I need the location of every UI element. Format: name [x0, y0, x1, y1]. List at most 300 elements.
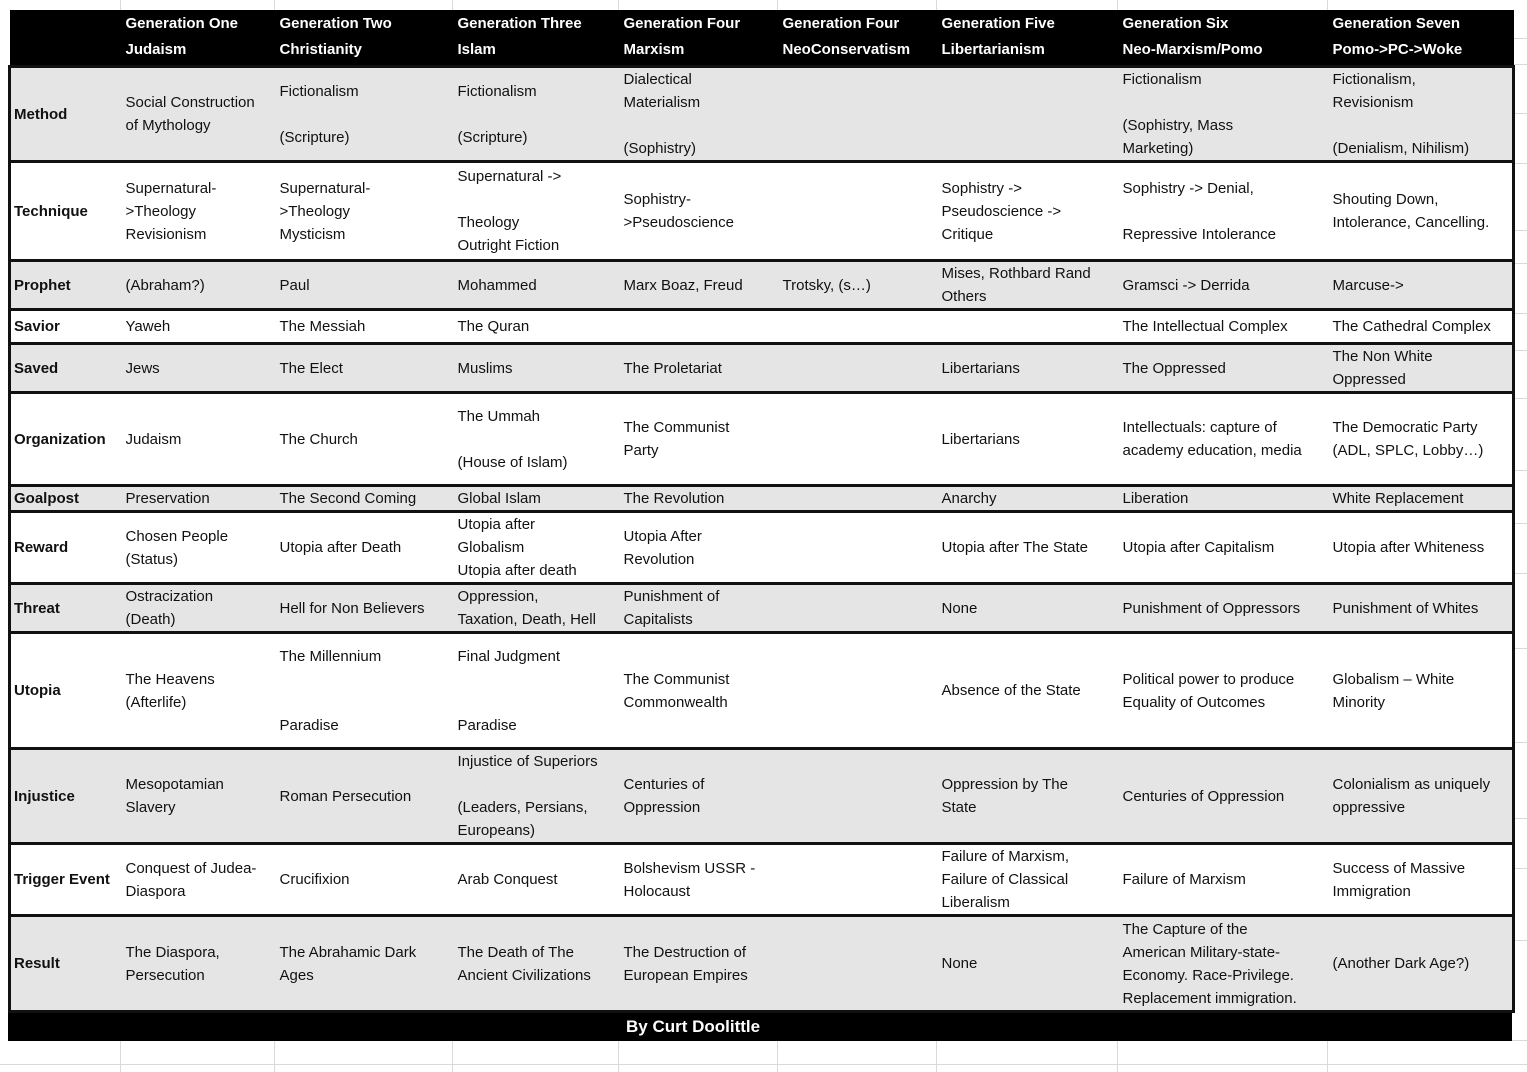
cell-text-line: (Denialism, Nihilism)	[1332, 140, 1470, 157]
table-cell	[778, 584, 937, 633]
cell-text-line: Fictionalism	[279, 82, 359, 100]
cell-text-line: The Heavens	[125, 670, 215, 688]
cell-text-line: Capitalists	[623, 611, 693, 628]
cell-text-line: Libertarians	[941, 359, 1020, 377]
cell-text-line: Roman Persecution	[279, 787, 412, 805]
table-cell	[1118, 67, 1328, 162]
cell-text-line: Paradise	[279, 716, 339, 734]
cell-spacer	[1333, 114, 1509, 137]
table-cell	[937, 486, 1118, 512]
cell-text-line: The Oppressed	[1122, 359, 1226, 377]
cell-spacer	[280, 691, 449, 714]
row-label: Saved	[10, 344, 121, 393]
cell-text-line: Revisionism	[125, 225, 207, 243]
table-cell	[1118, 393, 1328, 486]
column-header-line1: Generation Two	[279, 15, 392, 32]
column-header-line2: NeoConservatism	[782, 41, 911, 58]
cell-text-line: State	[941, 799, 977, 816]
cell-text-line: Failure of Classical	[941, 871, 1069, 888]
cell-text-line: Diaspora	[125, 882, 186, 900]
table-row	[10, 310, 1514, 344]
cell-text-line: (Abraham?)	[125, 276, 205, 294]
cell-text-line: (Status)	[125, 550, 179, 568]
cell-text-line: Outright Fiction	[457, 237, 560, 254]
cell-text-line: Others	[941, 288, 987, 305]
table-cell	[121, 749, 275, 844]
table-cell	[453, 512, 619, 584]
cell-text-line: The Capture of the	[1122, 920, 1248, 938]
cell-text-line: Slavery	[125, 799, 176, 816]
table-cell	[275, 844, 453, 916]
cell-text-line: Liberation	[1122, 490, 1189, 507]
cell-text-line: (ADL, SPLC, Lobby…)	[1332, 442, 1484, 459]
table-row	[10, 512, 1514, 584]
table-row	[10, 749, 1514, 844]
table-cell	[937, 844, 1118, 916]
table-row	[10, 844, 1514, 916]
row-label: Savior	[10, 310, 121, 344]
table-cell	[453, 749, 619, 844]
table-cell	[275, 310, 453, 344]
column-header	[1118, 10, 1328, 67]
table-cell	[121, 310, 275, 344]
table-cell	[121, 261, 275, 310]
table-cell	[937, 261, 1118, 310]
table-cell	[121, 162, 275, 261]
cell-spacer	[458, 188, 615, 211]
table-cell	[1328, 486, 1514, 512]
comparison-table-container	[8, 10, 1512, 1041]
table-cell	[453, 261, 619, 310]
table-cell	[1118, 633, 1328, 749]
row-label: Threat	[10, 584, 121, 633]
cell-spacer	[1123, 200, 1324, 223]
cell-text-line: Supernatural ->	[457, 168, 562, 185]
table-cell	[121, 344, 275, 393]
table-cell	[1328, 844, 1514, 916]
table-cell	[1328, 633, 1514, 749]
table-cell	[453, 162, 619, 261]
cell-text-line: Absence of the State	[941, 682, 1081, 699]
column-header-line2: Islam	[457, 41, 496, 58]
cell-text-line: Oppression	[623, 799, 701, 816]
table-cell	[1328, 749, 1514, 844]
cell-text-line: academy education, media	[1122, 442, 1302, 459]
table-cell	[275, 633, 453, 749]
cell-text-line: Hell for Non Believers	[279, 599, 425, 617]
cell-text-line: Judaism	[125, 430, 182, 448]
cell-text-line: Sophistry-	[623, 191, 692, 208]
row-label: Result	[10, 916, 121, 1012]
cell-text-line: (Sophistry)	[623, 140, 697, 157]
cell-text-line: Europeans)	[457, 822, 536, 839]
table-row	[10, 486, 1514, 512]
table-cell	[1118, 584, 1328, 633]
column-header-line1: Generation Five	[941, 15, 1055, 32]
cell-text-line: Social Construction	[125, 94, 255, 111]
cell-text-line: Centuries of Oppression	[1122, 787, 1285, 805]
cell-text-line: Sophistry -> Denial,	[1122, 179, 1254, 197]
table-cell	[1328, 916, 1514, 1012]
table-cell	[619, 486, 778, 512]
cell-text-line: Ages	[279, 966, 314, 984]
cell-text-line: Failure of Marxism	[1122, 871, 1246, 888]
cell-text-line: Sophistry ->	[941, 179, 1022, 197]
column-header-line1: Generation Four	[782, 15, 900, 32]
column-header-line2: Libertarianism	[941, 41, 1045, 58]
cell-text-line: Replacement immigration.	[1122, 989, 1297, 1007]
cell-text-line: The Revolution	[623, 490, 725, 507]
cell-text-line: European Empires	[623, 966, 748, 984]
cell-text-line: The Church	[279, 430, 358, 448]
column-header-line2: Pomo->PC->Woke	[1332, 41, 1463, 58]
row-label: Technique	[10, 162, 121, 261]
cell-text-line: Crucifixion	[279, 871, 350, 888]
cell-text-line: Conquest of Judea-	[125, 859, 257, 877]
cell-text-line: Fictionalism	[1122, 71, 1202, 88]
cell-text-line: Economy. Race-Privilege.	[1122, 966, 1294, 984]
table-cell	[778, 344, 937, 393]
cell-text-line: Mysticism	[279, 225, 346, 243]
table-cell	[453, 67, 619, 162]
table-cell	[778, 67, 937, 162]
cell-text-line: Utopia after Capitalism	[1122, 539, 1275, 556]
cell-text-line: Trotsky, (s…)	[782, 276, 871, 294]
cell-text-line: Immigration	[1332, 882, 1411, 900]
cell-text-line: Mohammed	[457, 276, 537, 294]
cell-text-line: Utopia after Death	[279, 539, 402, 556]
table-cell	[1328, 261, 1514, 310]
table-cell	[453, 486, 619, 512]
table-cell	[121, 67, 275, 162]
table-cell	[275, 344, 453, 393]
cell-text-line: Revolution	[623, 550, 695, 568]
cell-text-line: Supernatural-	[279, 179, 371, 197]
table-cell	[1328, 512, 1514, 584]
table-cell	[275, 486, 453, 512]
cell-text-line: Utopia after	[457, 516, 536, 533]
table-cell	[619, 512, 778, 584]
cell-text-line: The Quran	[457, 318, 530, 335]
cell-text-line: Commonwealth	[623, 693, 728, 711]
table-cell	[778, 749, 937, 844]
cell-text-line: Oppression,	[457, 588, 539, 605]
table-cell	[1328, 393, 1514, 486]
row-label: Reward	[10, 512, 121, 584]
cell-text-line: Punishment of Whites	[1332, 599, 1479, 617]
table-cell	[1328, 162, 1514, 261]
cell-text-line: Marcuse->	[1332, 276, 1404, 294]
cell-text-line: The Diaspora,	[125, 943, 220, 961]
cell-spacer	[458, 668, 615, 691]
cell-text-line: Bolshevism USSR -	[623, 859, 756, 877]
table-cell	[275, 393, 453, 486]
cell-text-line: Marx Boaz, Freud	[623, 276, 743, 294]
table-cell	[937, 916, 1118, 1012]
cell-text-line: The Communist	[623, 670, 730, 688]
table-cell	[1118, 749, 1328, 844]
column-header	[121, 10, 275, 67]
cell-text-line: Shouting Down,	[1332, 191, 1439, 208]
cell-text-line: Marketing)	[1122, 140, 1194, 157]
row-label: Trigger Event	[10, 844, 121, 916]
cell-text-line: The Death of The	[457, 943, 574, 961]
cell-text-line: Utopia after death	[457, 562, 577, 579]
header-corner-cell	[10, 10, 121, 67]
table-cell	[121, 916, 275, 1012]
cell-text-line: (Scripture)	[279, 128, 350, 146]
table-cell	[453, 393, 619, 486]
cell-text-line: Chosen People	[125, 527, 229, 545]
table-cell	[1328, 344, 1514, 393]
table-cell	[937, 512, 1118, 584]
cell-text-line: The Communist	[623, 419, 730, 436]
cell-text-line: Party	[623, 442, 659, 459]
cell-text-line: Fictionalism,	[1332, 71, 1416, 88]
cell-text-line: The Ummah	[457, 407, 541, 425]
cell-text-line: Success of Massive	[1332, 859, 1466, 877]
cell-text-line: Global Islam	[457, 490, 541, 507]
column-header	[453, 10, 619, 67]
cell-text-line: Mises, Rothbard Rand	[941, 265, 1091, 282]
table-cell	[778, 162, 937, 261]
cell-text-line: The Destruction of	[623, 943, 747, 961]
cell-text-line: Supernatural-	[125, 179, 217, 197]
table-cell	[121, 584, 275, 633]
table-cell	[937, 633, 1118, 749]
cell-text-line: Revisionism	[1332, 94, 1414, 111]
cell-text-line: The Millennium	[279, 647, 382, 665]
cell-text-line: Taxation, Death, Hell	[457, 611, 596, 628]
cell-text-line: Intolerance, Cancelling.	[1332, 214, 1490, 231]
table-cell	[937, 344, 1118, 393]
column-header-line2: Judaism	[125, 41, 187, 58]
table-cell	[778, 261, 937, 310]
cell-text-line: The Cathedral Complex	[1332, 318, 1491, 335]
cell-spacer	[458, 691, 615, 714]
cell-text-line: Gramsci -> Derrida	[1122, 276, 1250, 294]
table-cell	[619, 67, 778, 162]
cell-text-line: Repressive Intolerance	[1122, 225, 1276, 243]
header-row	[10, 10, 1514, 67]
table-cell	[619, 633, 778, 749]
column-header	[937, 10, 1118, 67]
table-cell	[121, 844, 275, 916]
cell-text-line: >Theology	[125, 202, 196, 220]
cell-spacer	[280, 668, 449, 691]
table-row	[10, 261, 1514, 310]
cell-text-line: Oppressed	[1332, 371, 1406, 388]
column-header-line1: Generation Seven	[1332, 15, 1461, 32]
cell-text-line: (Another Dark Age?)	[1332, 955, 1470, 972]
cell-text-line: Liberalism	[941, 894, 1010, 911]
table-cell	[275, 67, 453, 162]
table-cell	[619, 749, 778, 844]
cell-text-line: Utopia after The State	[941, 539, 1088, 556]
table-cell	[937, 749, 1118, 844]
table-cell	[778, 486, 937, 512]
cell-text-line: The Abrahamic Dark	[279, 943, 417, 961]
cell-text-line: >Theology	[279, 202, 350, 220]
cell-text-line: Utopia After	[623, 527, 702, 545]
cell-text-line: Paradise	[457, 716, 517, 734]
cell-text-line: The Non White	[1332, 348, 1433, 365]
table-cell	[275, 512, 453, 584]
table-cell	[1118, 261, 1328, 310]
table-cell	[1118, 916, 1328, 1012]
table-cell	[778, 844, 937, 916]
cell-text-line: (Afterlife)	[125, 693, 187, 711]
table-cell	[275, 584, 453, 633]
table-cell	[619, 584, 778, 633]
cell-text-line: Ostracization	[125, 588, 214, 605]
row-label: Prophet	[10, 261, 121, 310]
table-cell	[121, 393, 275, 486]
footer-bar	[8, 1013, 1512, 1041]
column-header-line2: Neo-Marxism/Pomo	[1122, 41, 1263, 58]
cell-text-line: >Pseudoscience	[623, 214, 734, 231]
cell-text-line: Mesopotamian	[125, 776, 224, 793]
table-cell	[1118, 344, 1328, 393]
cell-text-line: Pseudoscience ->	[941, 202, 1062, 220]
cell-text-line: None	[941, 599, 978, 617]
cell-text-line: Fictionalism	[457, 82, 537, 100]
column-header-line2: Marxism	[623, 41, 685, 58]
cell-text-line: Failure of Marxism,	[941, 848, 1070, 865]
table-cell	[1118, 512, 1328, 584]
table-cell	[1328, 584, 1514, 633]
cell-text-line: Critique	[941, 225, 994, 243]
table-cell	[778, 633, 937, 749]
cell-text-line: Jews	[125, 359, 160, 377]
column-header-line2: Christianity	[279, 41, 363, 58]
cell-spacer	[458, 773, 615, 796]
table-cell	[1118, 162, 1328, 261]
column-header-line1: Generation Six	[1122, 15, 1229, 32]
table-cell	[619, 916, 778, 1012]
cell-text-line: (Sophistry, Mass	[1122, 117, 1234, 134]
cell-text-line: None	[941, 955, 978, 972]
cell-text-line: Punishment of	[623, 588, 720, 605]
grid-line	[0, 1064, 1527, 1065]
table-cell	[453, 584, 619, 633]
column-header-line1: Generation Three	[457, 15, 582, 32]
row-label: Method	[10, 67, 121, 162]
cell-text-line: Intellectuals: capture of	[1122, 419, 1277, 436]
author-credit: By Curt Doolittle	[626, 1017, 761, 1036]
column-header	[619, 10, 778, 67]
cell-text-line: Libertarians	[941, 430, 1020, 448]
cell-text-line: Centuries of	[623, 776, 705, 793]
table-cell	[1328, 310, 1514, 344]
cell-spacer	[458, 103, 615, 126]
table-row	[10, 633, 1514, 749]
table-cell	[778, 393, 937, 486]
table-cell	[937, 67, 1118, 162]
table-cell	[778, 310, 937, 344]
table-cell	[619, 310, 778, 344]
cell-text-line: Colonialism as uniquely	[1332, 776, 1491, 793]
table-row	[10, 584, 1514, 633]
cell-text-line: of Mythology	[125, 117, 211, 134]
cell-text-line: Persecution	[125, 966, 205, 984]
table-cell	[937, 393, 1118, 486]
cell-text-line: Globalism	[457, 539, 525, 556]
table-cell	[619, 261, 778, 310]
cell-text-line: Utopia after Whiteness	[1332, 539, 1485, 556]
cell-text-line: oppressive	[1332, 799, 1406, 816]
cell-text-line: Preservation	[125, 490, 210, 507]
cell-text-line: The Messiah	[279, 318, 366, 335]
cell-spacer	[458, 428, 615, 451]
table-cell	[778, 916, 937, 1012]
table-cell	[937, 310, 1118, 344]
table-cell	[453, 916, 619, 1012]
cell-text-line: Arab Conquest	[457, 871, 558, 888]
row-label: Utopia	[10, 633, 121, 749]
table-cell	[1118, 844, 1328, 916]
table-row	[10, 393, 1514, 486]
column-header	[1328, 10, 1514, 67]
table-cell	[453, 844, 619, 916]
cell-text-line: The Intellectual Complex	[1122, 318, 1288, 335]
cell-text-line: White Replacement	[1332, 490, 1464, 507]
table-cell	[453, 344, 619, 393]
cell-text-line: Muslims	[457, 359, 513, 377]
generations-comparison-table	[8, 10, 1515, 1013]
cell-text-line: American Military-state-	[1122, 943, 1281, 961]
table-row	[10, 344, 1514, 393]
cell-text-line: (Death)	[125, 611, 176, 628]
cell-text-line: Anarchy	[941, 490, 997, 507]
table-cell	[619, 844, 778, 916]
cell-text-line: Punishment of Oppressors	[1122, 599, 1301, 617]
table-cell	[275, 749, 453, 844]
table-row	[10, 162, 1514, 261]
table-cell	[619, 393, 778, 486]
cell-spacer	[280, 103, 449, 126]
table-cell	[453, 633, 619, 749]
cell-text-line: The Democratic Party	[1332, 419, 1478, 436]
cell-text-line: (House of Islam)	[457, 453, 568, 471]
table-cell	[275, 916, 453, 1012]
cell-text-line: The Elect	[279, 359, 343, 377]
cell-text-line: Holocaust	[623, 882, 691, 900]
cell-text-line: Final Judgment	[457, 647, 561, 665]
cell-text-line: Political power to produce	[1122, 670, 1295, 688]
cell-text-line: (Leaders, Persians,	[457, 799, 588, 816]
cell-text-line: Ancient Civilizations	[457, 966, 591, 984]
table-cell	[1118, 486, 1328, 512]
column-header	[275, 10, 453, 67]
table-cell	[1118, 310, 1328, 344]
table-cell	[619, 162, 778, 261]
table-cell	[453, 310, 619, 344]
cell-text-line: Equality of Outcomes	[1122, 693, 1266, 711]
cell-text-line: Dialectical	[623, 71, 692, 88]
grid-line	[1512, 1040, 1527, 1041]
row-label: Organization	[10, 393, 121, 486]
row-label: Injustice	[10, 749, 121, 844]
table-cell	[121, 512, 275, 584]
cell-text-line: Oppression by The	[941, 776, 1068, 793]
cell-text-line: Yaweh	[125, 318, 171, 335]
cell-spacer	[1123, 91, 1324, 114]
cell-text-line: The Proletariat	[623, 359, 722, 377]
cell-text-line: Materialism	[623, 94, 701, 111]
table-cell	[937, 584, 1118, 633]
column-header-line1: Generation One	[125, 15, 239, 32]
